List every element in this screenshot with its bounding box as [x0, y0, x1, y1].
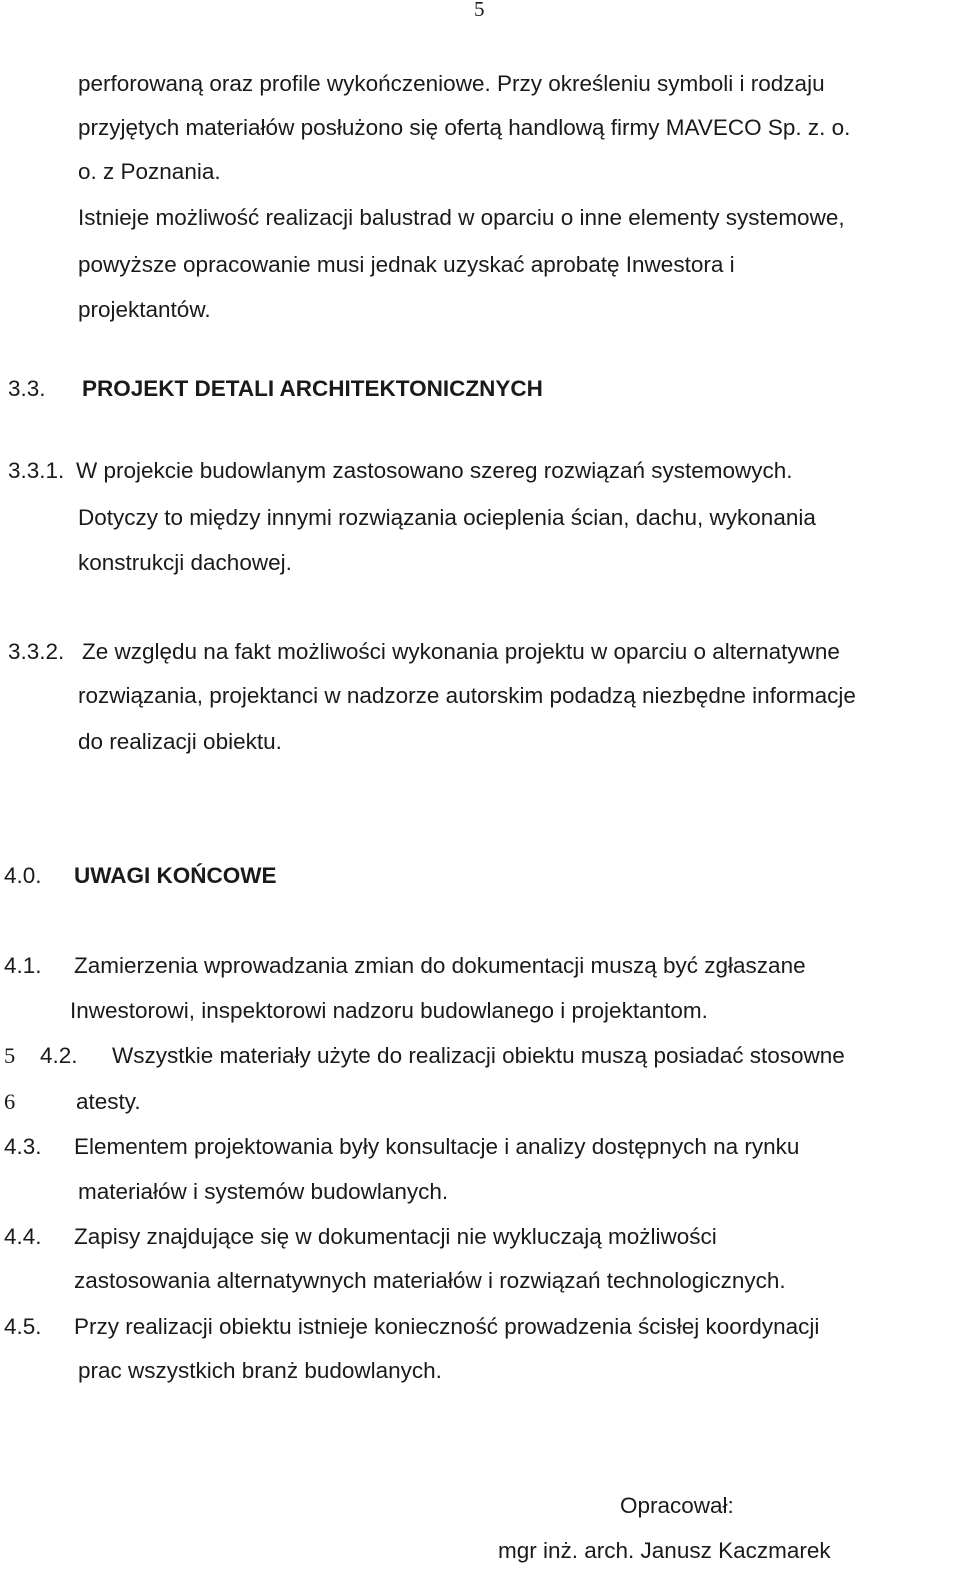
item-line: zastosowania alternatywnych materiałów i rozwiązań technologicznych.: [74, 1268, 786, 1293]
item-line: Inwestorowi, inspektorowi nadzoru budowlanego i projektantom.: [70, 998, 708, 1023]
item-line: Zapisy znajdujące się w dokumentacji nie wykluczają możliwości: [74, 1224, 717, 1249]
item-line: konstrukcji dachowej.: [78, 550, 292, 575]
signature-name: mgr inż. arch. Janusz Kaczmarek: [498, 1538, 831, 1563]
intro-line: powyższe opracowanie musi jednak uzyskać aprobatę Inwestora i: [78, 252, 735, 277]
item-line: Dotyczy to między innymi rozwiązania ocieplenia ścian, dachu, wykonania: [78, 505, 816, 530]
section-number: 4.0.: [4, 863, 42, 888]
intro-line: Istnieje możliwość realizacji balustrad w oparciu o inne elementy systemowe,: [78, 205, 845, 230]
item-line: materiałów i systemów budowlanych.: [78, 1179, 449, 1204]
item-number: 4.3.: [4, 1134, 42, 1159]
item-number: 3.3.2.: [8, 639, 65, 664]
section-heading: PROJEKT DETALI ARCHITEKTONICZNYCH: [82, 376, 543, 401]
item-line: atesty.: [76, 1089, 141, 1114]
item-line: rozwiązania, projektanci w nadzorze autorskim podadzą niezbędne informacje: [78, 683, 856, 708]
page-number: 5: [474, 0, 485, 21]
item-line: Przy realizacji obiektu istnieje konieczność prowadzenia ścisłej koordynacji: [74, 1314, 820, 1339]
section-number: 3.3.: [8, 376, 46, 401]
item-line: do realizacji obiektu.: [78, 729, 282, 754]
item-line: W projekcie budowlanym zastosowano szereg rozwiązań systemowych.: [76, 458, 793, 483]
item-line: Zamierzenia wprowadzania zmian do dokumentacji muszą być zgłaszane: [74, 953, 806, 978]
item-number: 3.3.1.: [8, 458, 65, 483]
margin-line-number: 6: [4, 1089, 16, 1114]
item-number: 4.5.: [4, 1314, 42, 1339]
item-line: Elementem projektowania były konsultacje i analizy dostępnych na rynku: [74, 1134, 800, 1159]
section-heading: UWAGI KOŃCOWE: [74, 863, 277, 888]
item-line: prac wszystkich branż budowlanych.: [78, 1358, 442, 1383]
intro-line: o. z Poznania.: [78, 159, 221, 184]
intro-line: projektantów.: [78, 297, 211, 322]
signature-label: Opracował:: [620, 1493, 734, 1518]
margin-line-number: 5: [4, 1043, 16, 1068]
item-line: Ze względu na fakt możliwości wykonania projektu w oparciu o alternatywne: [82, 639, 840, 664]
item-line: Wszystkie materiały użyte do realizacji obiektu muszą posiadać stosowne: [112, 1043, 845, 1068]
item-number: 4.2.: [40, 1043, 78, 1068]
intro-line: przyjętych materiałów posłużono się ofertą handlową firmy MAVECO Sp. z. o.: [78, 115, 851, 140]
intro-line: perforowaną oraz profile wykończeniowe. Przy określeniu symboli i rodzaju: [78, 71, 825, 96]
item-number: 4.1.: [4, 953, 42, 978]
item-number: 4.4.: [4, 1224, 42, 1249]
